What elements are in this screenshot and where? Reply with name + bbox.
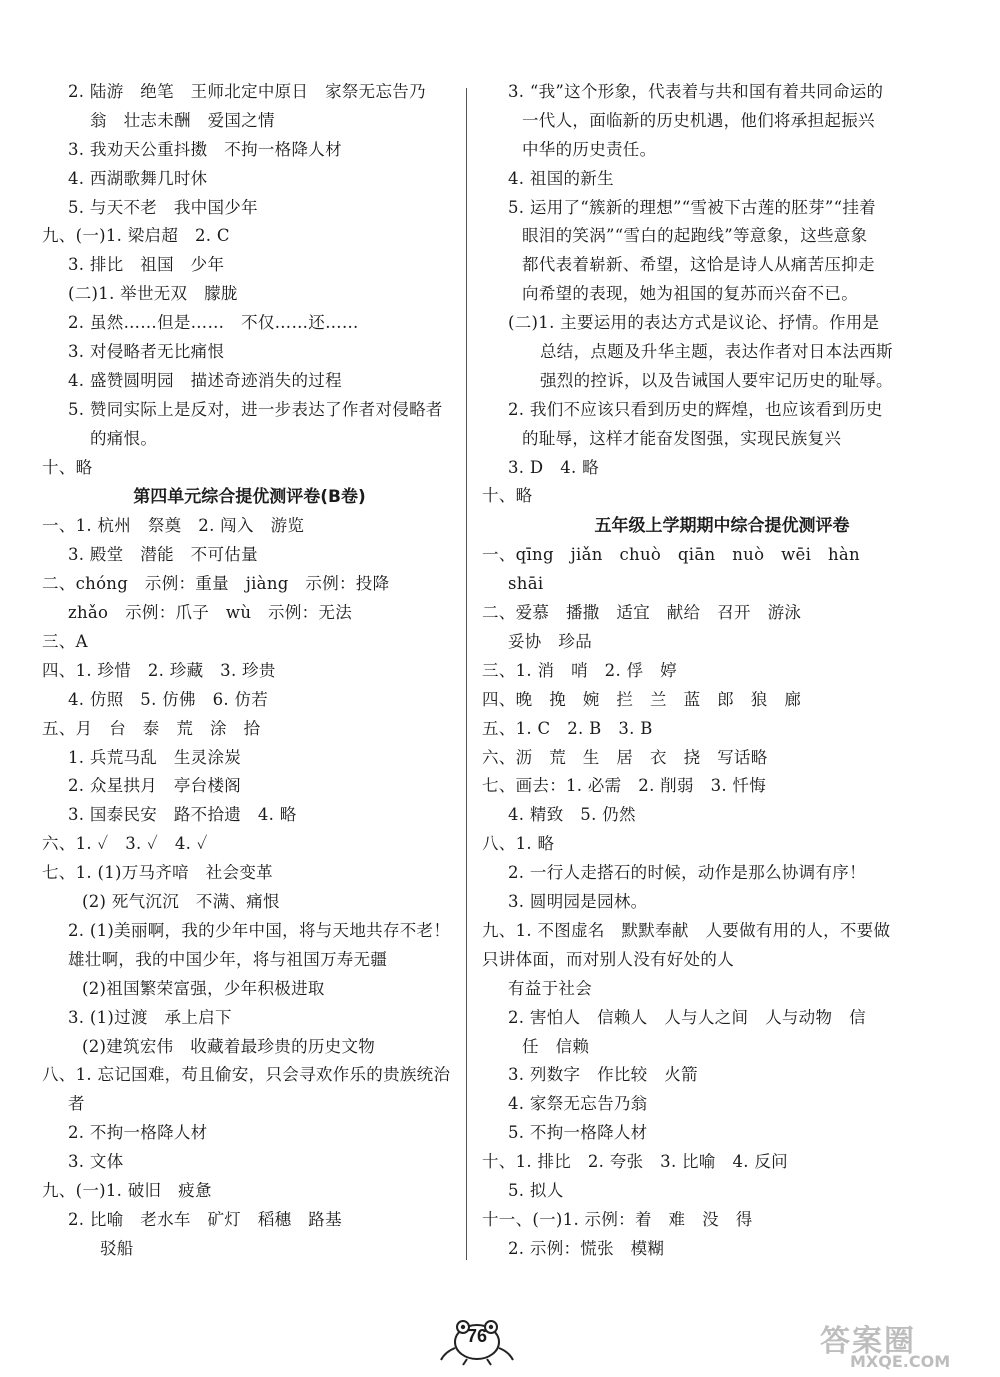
column-divider bbox=[466, 88, 467, 1260]
answer-line: (2) 死气沉沉 不满、痛恨 bbox=[82, 892, 280, 912]
answer-line: 五、1. C 2. B 3. B bbox=[482, 718, 653, 738]
left-column bbox=[42, 78, 457, 1264]
answer-line: 五、月 台 泰 荒 涂 拾 bbox=[42, 718, 261, 738]
answer-line: 眼泪的笑涡”“雪白的起跑线”等意象，这些意象 bbox=[522, 226, 868, 246]
answer-line: 三、A bbox=[42, 632, 88, 652]
answer-line: 十、略 bbox=[42, 457, 93, 477]
answer-line: 的耻辱，这样才能奋发图强，实现民族复兴 bbox=[522, 428, 842, 448]
answer-line: 3. 殿堂 潜能 不可估量 bbox=[68, 545, 258, 565]
answer-line: 2. 众星拱月 亭台楼阁 bbox=[68, 776, 242, 796]
answer-line: (2)祖国繁荣富强，少年积极进取 bbox=[82, 978, 325, 998]
answer-line: zhǎo 示例：爪子 wù 示例：无法 bbox=[68, 603, 353, 623]
answer-line: 有益于社会 bbox=[508, 978, 592, 998]
answer-line: 5. 不拘一格降人材 bbox=[508, 1123, 648, 1143]
answer-line: (2)建筑宏伟 收藏着最珍贵的历史文物 bbox=[82, 1036, 376, 1056]
answer-line: 的痛恨。 bbox=[90, 428, 158, 448]
answer-line: 2. 一行人走搭石的时候，动作是那么协调有序！ bbox=[508, 863, 866, 883]
answer-line: 三、1. 消 哨 2. 俘 婷 bbox=[482, 660, 677, 680]
answer-line: 八、1. 忘记国难，苟且偷安，只会寻欢作乐的贵族统治 bbox=[42, 1065, 451, 1085]
answer-line: 1. 兵荒马乱 生灵涂炭 bbox=[68, 747, 242, 767]
answer-line: 都代表着崭新、希望，这恰是诗人从痛苦压抑走 bbox=[522, 255, 875, 275]
answer-line: 七、1. (1)万马齐喑 社会变革 bbox=[42, 863, 273, 883]
answer-line: 六、1. ✓ 3. ✓ 4. ✓ bbox=[42, 834, 208, 854]
answer-line: 4. 盛赞圆明园 描述奇迹消失的过程 bbox=[68, 370, 342, 390]
answer-line: 3. (1)过渡 承上启下 bbox=[68, 1007, 232, 1027]
answer-line: 十一、(一)1. 示例：着 难 没 得 bbox=[482, 1209, 753, 1229]
answer-line: 四、1. 珍惜 2. 珍藏 3. 珍贵 bbox=[42, 660, 276, 680]
answer-line: 3. 我劝天公重抖擞 不拘一格降人材 bbox=[68, 139, 342, 159]
answer-line: 4. 西湖歌舞几时休 bbox=[68, 168, 208, 188]
answer-line: 一、qīng jiǎn chuò qiān nuò wēi hàn bbox=[482, 545, 860, 565]
answer-line: 3. 圆明园是园林。 bbox=[508, 892, 648, 912]
answer-line: 中华的历史责任。 bbox=[522, 139, 657, 159]
answer-line: 二、chóng 示例：重量 jiàng 示例：投降 bbox=[42, 574, 390, 594]
answer-line: 2. 示例：慌张 模糊 bbox=[508, 1238, 665, 1258]
answer-line: 十、略 bbox=[482, 486, 533, 506]
answer-line: 四、晚 挽 婉 拦 兰 蓝 郎 狼 廊 bbox=[482, 689, 802, 709]
section-heading: 第四单元综合提优测评卷(B卷) bbox=[133, 487, 366, 508]
answer-line: 3. 文体 bbox=[68, 1152, 124, 1172]
answer-line: 九、1. 不图虚名 默默奉献 人要做有用的人，不要做 bbox=[482, 920, 891, 940]
answer-line: 2. 比喻 老水车 矿灯 稻穗 路基 bbox=[68, 1209, 342, 1229]
answer-line: 七、画去：1. 必需 2. 削弱 3. 忏悔 bbox=[482, 776, 767, 796]
answer-line: 4. 仿照 5. 仿佛 6. 仿若 bbox=[68, 689, 269, 709]
watermark-url: MXQE.COM bbox=[850, 1352, 951, 1371]
section-heading: 五年级上学期期中综合提优测评卷 bbox=[594, 516, 850, 537]
answer-line: 3. D 4. 略 bbox=[508, 457, 599, 477]
answer-line: 2. 我们不应该只看到历史的辉煌，也应该看到历史 bbox=[508, 399, 883, 419]
watermark-text: 答案圈 bbox=[820, 1324, 916, 1359]
right-column bbox=[482, 78, 962, 1264]
answer-line: 3. 国泰民安 路不拾遗 4. 略 bbox=[68, 805, 297, 825]
answer-line: 九、(一)1. 破旧 疲惫 bbox=[42, 1180, 212, 1200]
answer-line: 雄壮啊，我的中国少年，将与祖国万寿无疆 bbox=[68, 949, 388, 969]
answer-line: 5. 拟人 bbox=[508, 1180, 564, 1200]
answer-line: 六、沥 荒 生 居 衣 挠 写话略 bbox=[482, 747, 768, 767]
answer-line: 2. 陆游 绝笔 王师北定中原日 家祭无忘告乃 bbox=[68, 82, 426, 101]
answer-line: 2. (1)美丽啊，我的少年中国，将与天地共存不老！ bbox=[68, 920, 451, 940]
answer-line: 强烈的控诉，以及告诫国人要牢记历史的耻辱。 bbox=[540, 370, 893, 390]
answer-line: 二、爱慕 播撒 适宜 献给 召开 游泳 bbox=[482, 603, 802, 623]
answer-line: 3. 排比 祖国 少年 bbox=[68, 255, 225, 275]
answer-line: 2. 害怕人 信赖人 人与人之间 人与动物 信 bbox=[508, 1007, 866, 1027]
answer-line: (二)1. 举世无双 朦胧 bbox=[68, 284, 238, 304]
site-watermark bbox=[820, 1312, 990, 1372]
answer-line: (二)1. 主要运用的表达方式是议论、抒情。作用是 bbox=[508, 313, 880, 333]
answer-line: shāi bbox=[508, 574, 544, 594]
answer-line: 5. 与天不老 我中国少年 bbox=[68, 197, 258, 217]
answer-line: 十、1. 排比 2. 夸张 3. 比喻 4. 反问 bbox=[482, 1152, 788, 1172]
answer-line: 3. 列数字 作比较 火箭 bbox=[508, 1065, 698, 1085]
answer-line: 一、1. 杭州 祭奠 2. 闯入 游览 bbox=[42, 516, 305, 536]
answer-line: 者 bbox=[68, 1094, 85, 1114]
answer-line: 任 信赖 bbox=[522, 1036, 590, 1056]
answer-line: 只讲体面，而对别人没有好处的人 bbox=[482, 949, 734, 969]
answer-line: 2. 虽然……但是…… 不仅……还…… bbox=[68, 313, 359, 333]
answer-line: 4. 祖国的新生 bbox=[508, 168, 614, 188]
answer-line: 九、(一)1. 梁启超 2. C bbox=[42, 226, 230, 246]
answer-line: 2. 不拘一格降人材 bbox=[68, 1123, 208, 1143]
answer-line: 一代人，面临新的历史机遇，他们将承担起振兴 bbox=[522, 110, 875, 130]
answer-line: 4. 精致 5. 仍然 bbox=[508, 805, 636, 825]
answer-line: 4. 家祭无忘告乃翁 bbox=[508, 1094, 648, 1114]
answer-line: 驳船 bbox=[100, 1238, 134, 1258]
page-number: 76 bbox=[466, 1326, 488, 1346]
answer-line: 向希望的表现，她为祖国的复苏而兴奋不已。 bbox=[522, 284, 858, 304]
page-number-badge bbox=[437, 1318, 517, 1366]
answer-line: 翁 壮志未酬 爱国之情 bbox=[90, 110, 275, 130]
answer-line: 3. 对侵略者无比痛恨 bbox=[68, 342, 225, 362]
answer-line: 5. 运用了“簇新的理想”“雪被下古莲的胚芽”“挂着 bbox=[508, 197, 876, 217]
answer-line: 总结，点题及升华主题，表达作者对日本法西斯 bbox=[540, 342, 893, 362]
answer-line: 5. 赞同实际上是反对，进一步表达了作者对侵略者 bbox=[68, 399, 443, 419]
answer-line: 妥协 珍品 bbox=[508, 632, 592, 652]
answer-line: 3. “我”这个形象，代表着与共和国有着共同命运的 bbox=[508, 82, 884, 101]
answer-line: 八、1. 略 bbox=[482, 834, 555, 854]
